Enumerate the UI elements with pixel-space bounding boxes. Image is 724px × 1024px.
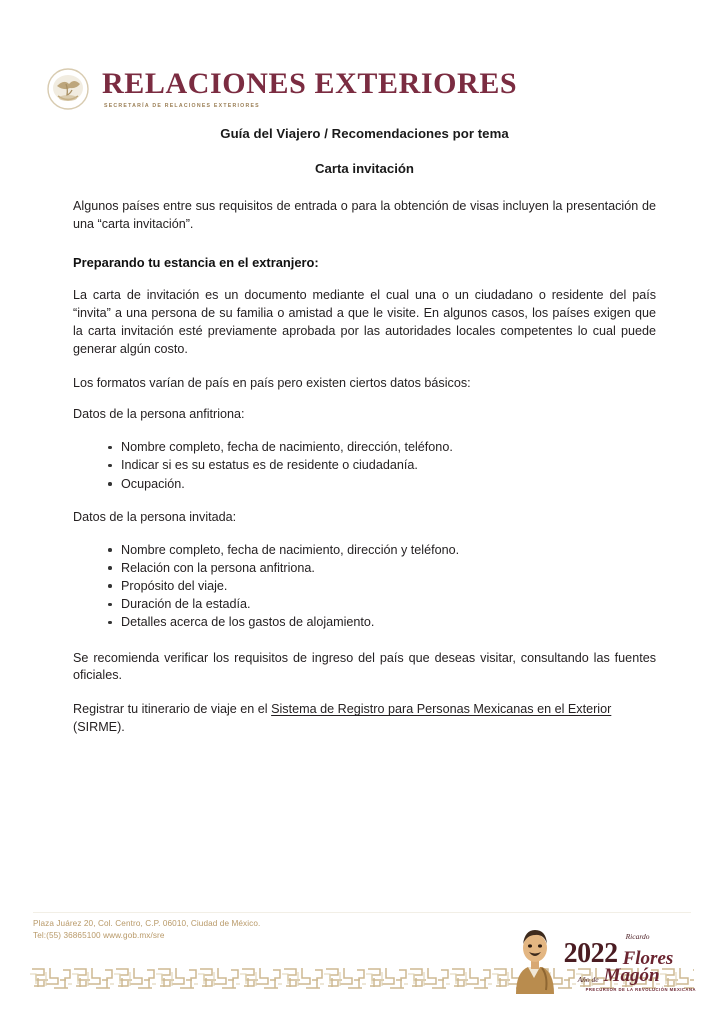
register-prefix: Registrar tu itinerario de viaje en el <box>73 702 272 717</box>
formats-paragraph: Los formatos varían de país en país pero existen ciertos datos básicos: <box>73 375 471 390</box>
recommend-paragraph: Se recomienda verificar los requisitos de ingreso del país que deseas visitar, consultando las fuentes oficiales. <box>73 650 656 683</box>
ricardo-flores-magon-portrait <box>508 922 560 994</box>
footer-address-line2: Tel:(55) 36865100 www.gob.mx/sre <box>33 931 165 941</box>
commemorative-logo-2022 <box>508 922 696 994</box>
logo-tagline: PRECURSOR DE LA REVOLUCIÓN MEXICANA <box>585 987 696 992</box>
guest-list <box>73 541 656 632</box>
sirme-link[interactable]: Sistema de Registro para Personas Mexicanas en el Exterior <box>271 702 612 717</box>
brand-block <box>102 66 518 110</box>
list-item: Indicar si es su estatus es de residente o ciudadanía. <box>73 456 656 474</box>
document-content <box>73 126 656 737</box>
page-title: Guía del Viajero / Recomendaciones por tema <box>220 126 509 141</box>
page-subtitle: Carta invitación <box>315 161 414 176</box>
logo-year: 2022 <box>563 938 618 969</box>
section-heading: Preparando tu estancia en el extranjero: <box>73 254 319 270</box>
logo-text-block <box>564 932 696 994</box>
register-paragraph <box>73 701 656 737</box>
list-item: Nombre completo, fecha de nacimiento, dirección y teléfono. <box>73 541 656 559</box>
list-item: Relación con la persona anfitriona. <box>73 559 656 577</box>
list-item: Ocupación. <box>73 475 656 493</box>
register-suffix: (SIRME). <box>73 719 125 734</box>
footer-address <box>33 918 260 943</box>
footer-divider <box>33 912 691 913</box>
list-item: Nombre completo, fecha de nacimiento, dirección, teléfono. <box>73 438 656 456</box>
list-item: Duración de la estadía. <box>73 595 656 613</box>
logo-name-line1: Flores <box>622 948 674 969</box>
mexican-coat-of-arms-emblem <box>44 64 92 114</box>
body-paragraph: La carta de invitación es un documento mediante el cual una o un ciudadano o residente del país “invita” a una persona de su familia o amistad a que le visite. En algunos casos, los países exigen que la carta invitación esté previamente aprobada por las autoridades locales competentes lo cual puede generar algún costo. <box>73 288 656 356</box>
logo-first-name: Ricardo <box>625 932 650 941</box>
host-list <box>73 438 656 493</box>
document-header <box>44 64 517 114</box>
logo-anio-de: Año de <box>577 975 599 984</box>
logo-sub-row <box>564 967 696 984</box>
logo-name-line2: Magón <box>603 965 660 986</box>
list-item: Propósito del viaje. <box>73 577 656 595</box>
logo-main-row <box>563 938 696 969</box>
brand-title: RELACIONES EXTERIORES <box>102 66 518 100</box>
host-label: Datos de la persona anfitriona: <box>73 407 245 422</box>
brand-subtitle: SECRETARÍA DE RELACIONES EXTERIORES <box>104 103 260 110</box>
footer-address-line1: Plaza Juárez 20, Col. Centro, C.P. 06010, Ciudad de México. <box>33 919 261 928</box>
document-footer <box>0 904 724 1024</box>
guest-label: Datos de la persona invitada: <box>73 509 237 524</box>
list-item: Detalles acerca de los gastos de alojamiento. <box>73 613 656 631</box>
intro-paragraph: Algunos países entre sus requisitos de entrada o para la obtención de visas incluyen la presentación de una “carta invitación”. <box>73 199 656 231</box>
